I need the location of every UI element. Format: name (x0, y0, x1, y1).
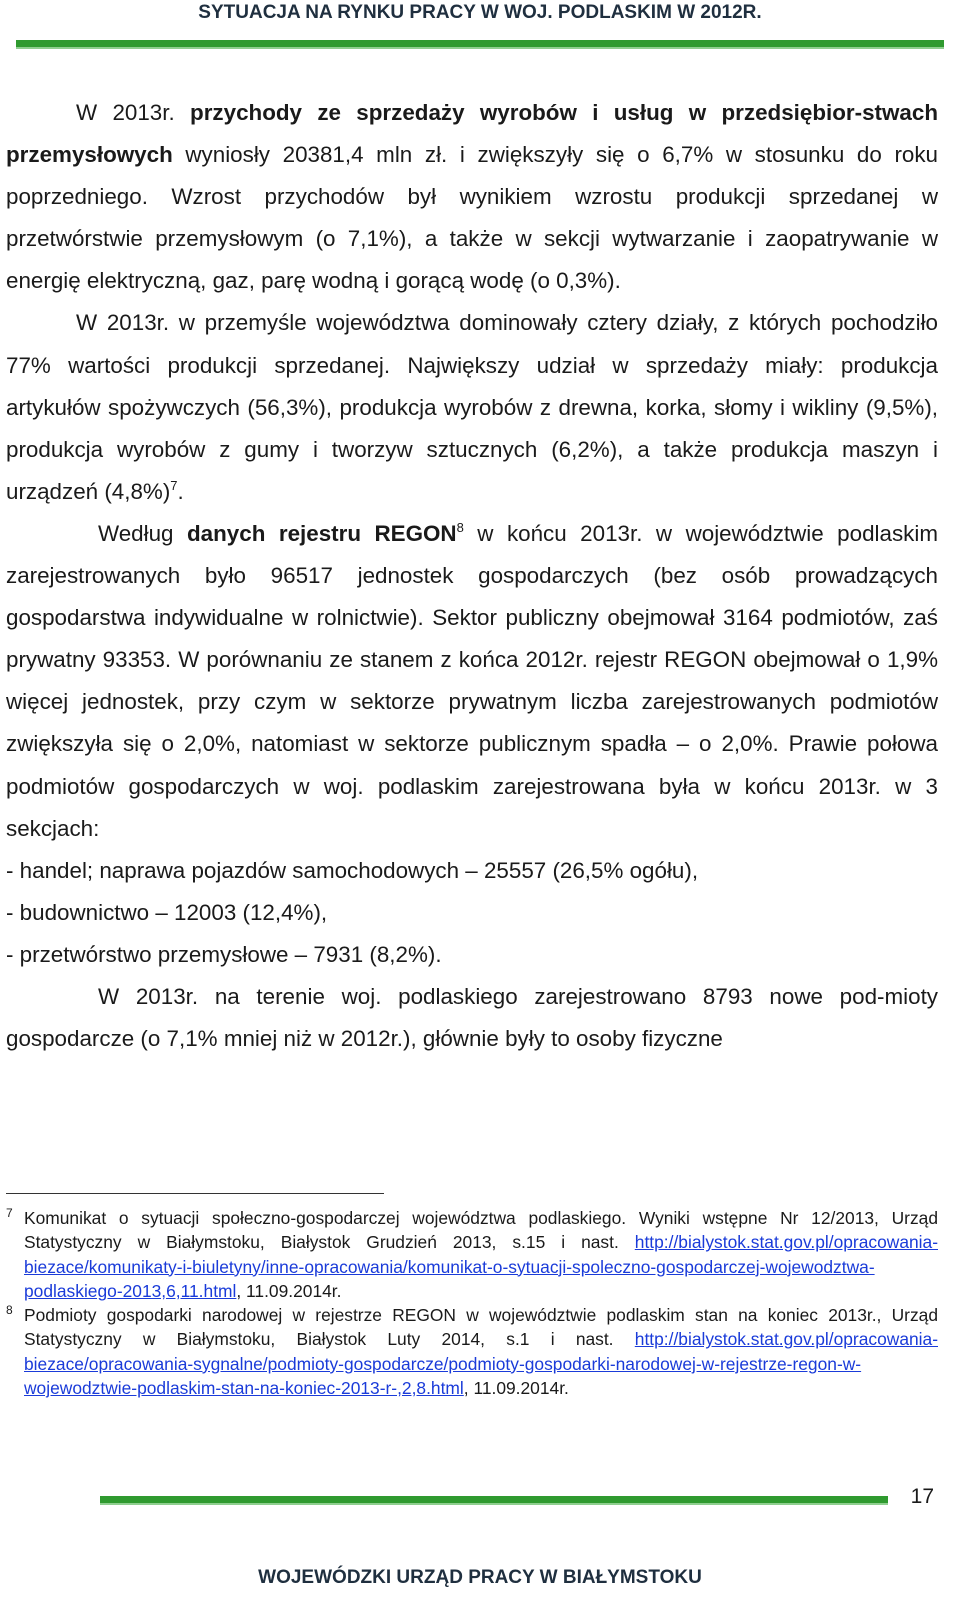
paragraph-regon-lead: Według (98, 520, 187, 546)
list-item: - przetwórstwo przemysłowe – 7931 (8,2%). (6, 941, 442, 967)
footer-divider (100, 1496, 888, 1505)
paragraph-revenue-emphasis: przychody ze sprzedaży wyrobów i usług w przedsiębior-stwach przemysłowych (6, 100, 939, 168)
paragraph-industry-end: . (177, 478, 184, 504)
footnote-ref-7[interactable]: 7 (170, 477, 178, 493)
list-item: - handel; naprawa pojazdów samochodowych – 25557 (26,5% ogółu), (6, 857, 699, 883)
paragraph-revenue (6, 92, 938, 302)
paragraph-regon (6, 513, 938, 850)
footnote-ref-8[interactable]: 8 (456, 519, 464, 535)
page-header-title: SYTUACJA NA RYNKU PRACY W WOJ. PODLASKIM W 2012R. (198, 2, 762, 23)
paragraph-new-entities: W 2013r. na terenie woj. podlaskiego zarejestrowano 8793 nowe pod-mioty gospodarcze (o 7,1% mniej niż w 2012r.), głównie były to osoby fizyczne (6, 983, 938, 1052)
footnote-date: , 11.09.2014r. (463, 1378, 569, 1399)
paragraph-regon-emphasis: danych rejestru REGON (187, 520, 457, 546)
footnote-number: 7 (6, 1206, 13, 1220)
main-body-text (6, 92, 938, 1060)
footnote-link[interactable]: http://bialystok.stat.gov.pl/opracowania-biezace/opracowania-sygnalne/podmioty-gospodarcze/podmioty-gospodarki-narodowej-w-rejestrze-regon-w-wojewodztwie-podlaskim-stan-na-koniec-2013-r-,2,8.html (24, 1329, 938, 1399)
page-footer-title: WOJEWÓDZKI URZĄD PRACY W BIAŁYMSTOKU (258, 1567, 702, 1588)
paragraph-industry-text: W 2013r. w przemyśle województwa dominowały cztery działy, z których pochodziło 77% wartości produkcji sprzedanej. Największy udział w sprzedaży miały: produkcja artykułów spożywczych (56,3%), produkcja wyrobów z drewna, korka, słomy i wikliny (9,5%), produkcja wyrobów z gumy i tworzyw sztucznych (6,2%), a także produkcja maszyn i urządzeń (4,8%) (6, 310, 938, 504)
footnote-date: , 11.09.2014r. (236, 1280, 342, 1301)
paragraph-industry (6, 302, 938, 512)
paragraph-regon-rest: w końcu 2013r. w województwie podlaskim zarejestrowanych było 96517 jednostek gospodarczych (bez osób prowadzących gospodarstwa indywidualne w rolnictwie). Sektor publiczny obejmował 3164 podmiotów, zaś prywatny 93353. W porównaniu ze stanem z końca 2012r. rejestr REGON obejmował o 1,9% więcej jednostek, przy czym w sektorze prywatnym liczba zarejestrowanych podmiotów zwiększyła się o 2,0%, natomiast w sektorze publicznym spadła – o 2,0%. Prawie połowa podmiotów gospodarczych w woj. podlaskim zarejestrowana była w końcu 2013r. w 3 sekcjach: (6, 520, 938, 841)
footnote-text: Podmioty gospodarki narodowej w rejestrze REGON w województwie podlaskim stan na koniec 2013r., Urząd Statystyczny w Białymstoku, Białystok Luty 2014, s.1 i nast. (24, 1305, 938, 1350)
footnote-text: Komunikat o sytuacji społeczno-gospodarczej województwa podlaskiego. Wyniki wstępne Nr 12/2013, Urząd Statystyczny w Białymstoku, Białystok Grudzień 2013, s.15 i nast. (24, 1208, 938, 1253)
footnote-separator (6, 1193, 384, 1194)
footnotes-section (6, 1206, 938, 1400)
footnote-7 (6, 1206, 938, 1303)
paragraph-revenue-rest: wyniosły 20381,4 mln zł. i zwiększyły się o 6,7% w stosunku do roku poprzedniego. Wzrost przychodów był wynikiem wzrostu produkcji sprzedanej w przetwórstwie przemysłowym (o 7,1%), a także w sekcji wytwarzanie i zaopatrywanie w energię elektryczną, gaz, parę wodną i gorącą wodę (o 0,3%). (6, 142, 938, 294)
page-number: 17 (910, 1485, 934, 1508)
list-item: - budownictwo – 12003 (12,4%), (6, 899, 328, 925)
header-divider (16, 40, 944, 49)
footnote-link[interactable]: http://bialystok.stat.gov.pl/opracowania-biezace/komunikaty-i-biuletyny/inne-opracowania/komunikat-o-sytuacji-spoleczno-gospodarczej-wojewodztwa-podlaskiego-2013,6,11.html (24, 1232, 938, 1301)
footnote-number: 8 (6, 1303, 13, 1318)
footnote-8 (6, 1303, 938, 1400)
paragraph-revenue-lead: W 2013r. (76, 100, 191, 125)
